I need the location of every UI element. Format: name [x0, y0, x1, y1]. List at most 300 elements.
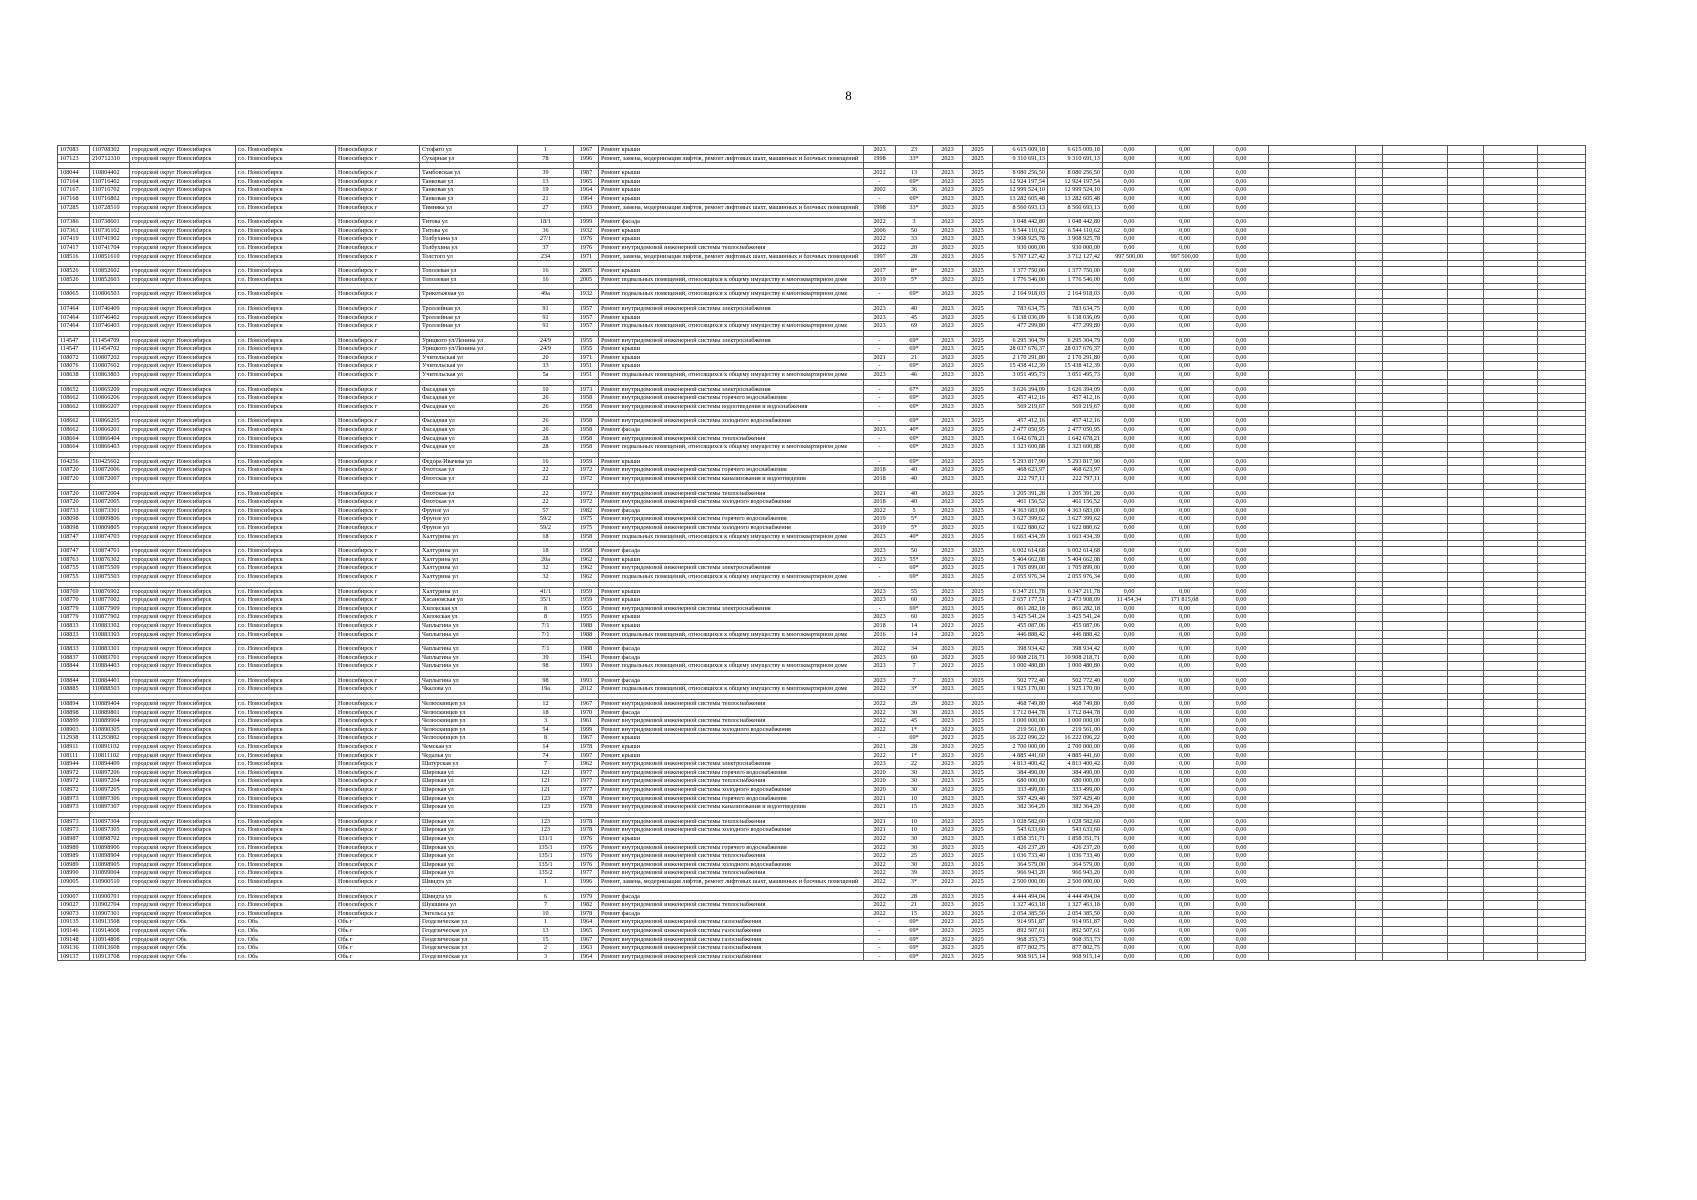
empty-cell [1356, 803, 1383, 812]
empty-cell [1383, 457, 1448, 466]
table-cell: городской округ Новосибирск [130, 817, 236, 826]
table-cell: 0,00 [1156, 685, 1214, 694]
table-row [58, 146, 1586, 155]
table-cell: 0,00 [1103, 817, 1156, 826]
table-cell: 22 [518, 466, 574, 475]
table-cell: Флотская ул [420, 498, 518, 507]
table-cell: 2025 [963, 186, 993, 195]
table-cell: 69* [896, 604, 933, 613]
table-cell: Новосибирск г [336, 843, 420, 852]
empty-cell [1383, 834, 1448, 843]
empty-cell [1269, 877, 1356, 886]
empty-cell [1538, 700, 1586, 709]
table-cell: 14 [518, 743, 574, 752]
empty-cell [1448, 572, 1484, 581]
table-cell: 0,00 [1214, 786, 1269, 795]
table-cell: городской округ Новосибирск [130, 751, 236, 760]
empty-cell [1484, 267, 1538, 276]
table-cell: г.о. Новосибирск [236, 353, 336, 362]
table-row [58, 506, 1586, 515]
table-cell: Ремонт крыши [599, 177, 864, 186]
table-cell: городской округ Новосибирск [130, 498, 236, 507]
table-cell: Новосибирск г [336, 869, 420, 878]
empty-cell [1484, 794, 1538, 803]
empty-cell [1356, 313, 1383, 322]
table-cell: городской округ Новосибирск [130, 768, 236, 777]
table-cell: 2023 [933, 353, 963, 362]
table-cell: 0,00 [1156, 843, 1214, 852]
table-cell: 28 [518, 434, 574, 443]
empty-cell [1383, 768, 1448, 777]
table-cell: 108720 [58, 466, 90, 475]
empty-cell [1538, 717, 1586, 726]
empty-cell [1356, 645, 1383, 654]
empty-cell [1356, 457, 1383, 466]
table-cell: 457 412,16 [1048, 417, 1103, 426]
table-cell: 69* [896, 417, 933, 426]
table-cell: 0,00 [1103, 909, 1156, 918]
table-cell: 1957 [574, 322, 599, 331]
empty-cell [1484, 725, 1538, 734]
table-cell: 2023 [933, 760, 963, 769]
table-cell: 2025 [963, 653, 993, 662]
table-cell: Ремонт крыши [599, 751, 864, 760]
table-cell: 2023 [933, 613, 963, 622]
table-cell: 108720 [58, 498, 90, 507]
table-cell: 15 [896, 803, 933, 812]
empty-cell [1484, 901, 1538, 910]
empty-cell [1448, 630, 1484, 639]
table-cell: 502 772,40 [993, 676, 1048, 685]
table-cell: 36 [518, 226, 574, 235]
empty-cell [1356, 532, 1383, 541]
empty-cell [1383, 935, 1448, 944]
empty-cell [1383, 596, 1448, 605]
table-cell: 1979 [574, 892, 599, 901]
table-cell: 1955 [574, 604, 599, 613]
table-cell: 27 [518, 203, 574, 212]
table-cell: 0,00 [1214, 475, 1269, 484]
table-cell: 1963 [574, 944, 599, 953]
table-cell: 1 925 170,00 [1048, 685, 1103, 694]
table-cell: 0,00 [1214, 235, 1269, 244]
empty-cell [1484, 194, 1538, 203]
table-cell: городской округ Новосибирск [130, 362, 236, 371]
table-cell: 2025 [963, 596, 993, 605]
empty-cell [1356, 708, 1383, 717]
table-cell: 110872006 [90, 466, 130, 475]
table-cell: 30 [896, 834, 933, 843]
table-cell: г.о. Новосибирск [236, 826, 336, 835]
table-cell: 477 299,80 [1048, 322, 1103, 331]
table-cell: 0,00 [1214, 146, 1269, 155]
empty-cell [1383, 909, 1448, 918]
table-cell: 2023 [933, 751, 963, 760]
table-cell: 2025 [963, 817, 993, 826]
empty-cell [1356, 169, 1383, 178]
table-cell: 1958 [574, 402, 599, 411]
table-cell: г.о. Новосибирск [236, 852, 336, 861]
table-cell: Чедалья ул [420, 751, 518, 760]
empty-cell [1538, 169, 1586, 178]
empty-cell [1383, 676, 1448, 685]
empty-cell [1484, 226, 1538, 235]
table-cell: 2025 [963, 394, 993, 403]
table-cell: 2022 [864, 834, 896, 843]
table-cell: 2 657 177,51 [993, 596, 1048, 605]
table-cell: 2023 [933, 290, 963, 299]
empty-cell [1484, 826, 1538, 835]
table-cell: 0,00 [1156, 653, 1214, 662]
table-cell: 110804402 [90, 169, 130, 178]
table-cell: 108770 [58, 596, 90, 605]
empty-cell [1269, 892, 1356, 901]
table-cell: 108903 [58, 725, 90, 734]
empty-cell [1448, 852, 1484, 861]
table-cell: 4 363 683,00 [1048, 506, 1103, 515]
table-cell: 3 051 495,73 [1048, 371, 1103, 380]
table-cell: 1976 [574, 235, 599, 244]
empty-cell [1448, 466, 1484, 475]
table-cell: Новосибирск г [336, 826, 420, 835]
table-cell: 108065 [58, 290, 90, 299]
table-cell: 0,00 [1214, 194, 1269, 203]
empty-cell [1484, 417, 1538, 426]
empty-cell [1538, 794, 1586, 803]
table-cell: 2023 [933, 662, 963, 671]
table-cell: Новосибирск г [336, 434, 420, 443]
table-cell: 569 219,67 [1048, 402, 1103, 411]
empty-cell [1356, 194, 1383, 203]
empty-cell [1383, 203, 1448, 212]
empty-cell [1448, 725, 1484, 734]
table-cell: 2023 [864, 322, 896, 331]
table-cell: Новосибирск г [336, 402, 420, 411]
table-cell: 32 [518, 564, 574, 573]
empty-cell [1484, 909, 1538, 918]
table-cell: г.о. Обь [236, 952, 336, 961]
table-cell: 2019 [864, 275, 896, 284]
table-cell: 0,00 [1103, 169, 1156, 178]
table-cell: 110913508 [90, 918, 130, 927]
empty-cell [1383, 926, 1448, 935]
table-cell: 24/9 [518, 336, 574, 345]
table-cell: 110883302 [90, 621, 130, 630]
table-cell: городской округ Новосибирск [130, 426, 236, 435]
table-cell: г.о. Новосибирск [236, 385, 336, 394]
empty-cell [1356, 717, 1383, 726]
table-row [58, 743, 1586, 752]
empty-cell [1538, 203, 1586, 212]
table-cell: городской округ Новосибирск [130, 523, 236, 532]
table-cell: 55* [896, 555, 933, 564]
table-cell: 108763 [58, 555, 90, 564]
table-cell: 108972 [58, 786, 90, 795]
empty-cell [1356, 426, 1383, 435]
table-cell: 5* [896, 275, 933, 284]
table-cell: Новосибирск г [336, 803, 420, 812]
table-cell: 2023 [933, 475, 963, 484]
table-cell: 69* [896, 290, 933, 299]
table-cell: 7 [896, 676, 933, 685]
table-cell: 1982 [574, 901, 599, 910]
empty-cell [1383, 304, 1448, 313]
table-cell: 2023 [864, 371, 896, 380]
table-cell: 0,00 [1156, 336, 1214, 345]
table-cell: 2025 [963, 751, 993, 760]
empty-cell [1538, 555, 1586, 564]
table-cell: городской округ Новосибирск [130, 169, 236, 178]
table-cell: 20 [896, 243, 933, 252]
table-cell: 0,00 [1214, 909, 1269, 918]
table-cell: - [864, 952, 896, 961]
table-cell: Ремонт подвальных помещений, относящихся к общему имуществу в многоквартирном доме [599, 371, 864, 380]
table-cell: Тимняка ул [420, 203, 518, 212]
table-row [58, 275, 1586, 284]
table-cell: 0,00 [1156, 852, 1214, 861]
empty-cell [1448, 322, 1484, 331]
table-row [58, 443, 1586, 452]
table-cell: 121 [518, 786, 574, 795]
table-cell: 2022 [864, 218, 896, 227]
table-cell: 0,00 [1214, 402, 1269, 411]
table-cell: 1962 [574, 555, 599, 564]
table-cell: Ремонт фасада [599, 506, 864, 515]
table-cell: 2021 [864, 826, 896, 835]
table-cell: 2025 [963, 786, 993, 795]
table-cell: Новосибирск г [336, 218, 420, 227]
table-cell: 110746402 [90, 313, 130, 322]
table-cell: Новосибирск г [336, 353, 420, 362]
table-cell: 2022 [864, 901, 896, 910]
empty-cell [1383, 621, 1448, 630]
table-cell: 219 561,00 [993, 725, 1048, 734]
empty-cell [1448, 676, 1484, 685]
table-cell: 1 000 000,00 [1048, 717, 1103, 726]
table-cell: Ремонт внутридомовой инженерной системы горячего водоснабжения [599, 794, 864, 803]
table-cell: 0,00 [1214, 662, 1269, 671]
table-cell: Новосибирск г [336, 203, 420, 212]
table-cell: 2 054 385,50 [993, 909, 1048, 918]
table-cell: 1 000 000,00 [993, 717, 1048, 726]
table-cell: 108720 [58, 489, 90, 498]
table-cell: 2025 [963, 794, 993, 803]
table-cell: 110898905 [90, 860, 130, 869]
table-cell: 0,00 [1214, 154, 1269, 163]
table-cell: 0,00 [1156, 186, 1214, 195]
empty-cell [1448, 177, 1484, 186]
table-cell: 2023 [933, 952, 963, 961]
empty-cell [1448, 803, 1484, 812]
table-cell: Ремонт фасада [599, 708, 864, 717]
table-cell: Ремонт фасада [599, 676, 864, 685]
table-cell: 110902704 [90, 901, 130, 910]
table-cell: 1941 [574, 653, 599, 662]
table-cell: Халтурина ул [420, 572, 518, 581]
table-cell: 7 [896, 662, 933, 671]
table-cell: 0,00 [1156, 235, 1214, 244]
table-cell: 1967 [574, 146, 599, 155]
table-cell: 49а [518, 290, 574, 299]
empty-cell [1538, 743, 1586, 752]
table-cell: 3 627 399,62 [993, 515, 1048, 524]
table-cell: Челюскинцев ул [420, 700, 518, 709]
empty-cell [1538, 506, 1586, 515]
table-cell: 110889904 [90, 717, 130, 726]
table-cell: 69* [896, 194, 933, 203]
table-cell: городской округ Новосибирск [130, 394, 236, 403]
table-cell: 930 000,00 [993, 243, 1048, 252]
table-cell: 110866206 [90, 394, 130, 403]
table-cell: 2 164 918,03 [1048, 290, 1103, 299]
table-cell: г.о. Новосибирск [236, 218, 336, 227]
table-cell: 45 [896, 313, 933, 322]
empty-cell [1484, 700, 1538, 709]
table-cell: 2025 [963, 944, 993, 953]
table-cell: 0,00 [1103, 768, 1156, 777]
table-cell: 2020 [864, 777, 896, 786]
table-row [58, 843, 1586, 852]
table-cell: Ремонт крыши [599, 596, 864, 605]
table-cell: 0,00 [1156, 226, 1214, 235]
table-cell: 2025 [963, 564, 993, 573]
empty-cell [1538, 834, 1586, 843]
empty-cell [1484, 918, 1538, 927]
table-cell: 0,00 [1214, 515, 1269, 524]
table-cell: 0,00 [1156, 515, 1214, 524]
table-cell: - [864, 926, 896, 935]
table-cell: 0,00 [1103, 177, 1156, 186]
table-cell: 2025 [963, 457, 993, 466]
table-cell: 40 [896, 466, 933, 475]
table-cell: Чаплыгина ул [420, 621, 518, 630]
table-cell: 36 [896, 186, 933, 195]
table-cell: 24/9 [518, 345, 574, 354]
table-cell: 0,00 [1103, 604, 1156, 613]
table-cell: Толстого ул [420, 252, 518, 261]
table-cell: - [864, 194, 896, 203]
empty-cell [1383, 725, 1448, 734]
table-cell: Новосибирск г [336, 336, 420, 345]
table-cell: Хасановская ул [420, 596, 518, 605]
empty-cell [1383, 604, 1448, 613]
table-cell: 69* [896, 935, 933, 944]
table-cell: 2025 [963, 345, 993, 354]
table-cell: 8 080 256,50 [993, 169, 1048, 178]
table-cell: городской округ Новосибирск [130, 336, 236, 345]
table-cell: 110897206 [90, 768, 130, 777]
empty-cell [1538, 426, 1586, 435]
empty-cell [1448, 290, 1484, 299]
table-cell: 2025 [963, 852, 993, 861]
empty-cell [1383, 645, 1448, 654]
table-cell: Широкая ул [420, 843, 518, 852]
table-cell: 0,00 [1156, 760, 1214, 769]
table-cell: 0,00 [1103, 402, 1156, 411]
table-cell: 2025 [963, 700, 993, 709]
table-cell: 2023 [933, 918, 963, 927]
table-cell: 23 [896, 146, 933, 155]
table-cell: 2025 [963, 555, 993, 564]
empty-cell [1538, 817, 1586, 826]
table-cell: 0,00 [1103, 794, 1156, 803]
table-row [58, 489, 1586, 498]
table-cell: 30 [896, 777, 933, 786]
empty-cell [1448, 909, 1484, 918]
table-cell: 3 [518, 717, 574, 726]
table-cell: 1 712 844,78 [993, 708, 1048, 717]
table-cell: 107386 [58, 218, 90, 227]
empty-cell [1383, 860, 1448, 869]
table-cell: 110809806 [90, 515, 130, 524]
table-cell: Ремонт внутридомовой инженерной системы горячего водоснабжения [599, 515, 864, 524]
table-cell: 1978 [574, 826, 599, 835]
table-row [58, 290, 1586, 299]
table-cell: 0,00 [1214, 794, 1269, 803]
table-cell: Ремонт фасада [599, 426, 864, 435]
empty-cell [1484, 843, 1538, 852]
table-cell: 110907301 [90, 909, 130, 918]
table-cell: 0,00 [1103, 371, 1156, 380]
table-cell: 2023 [933, 596, 963, 605]
empty-cell [1484, 662, 1538, 671]
table-cell: 2025 [963, 877, 993, 886]
empty-cell [1356, 336, 1383, 345]
table-cell: 1997 [574, 751, 599, 760]
table-cell: 1957 [574, 313, 599, 322]
table-cell: г.о. Новосибирск [236, 345, 336, 354]
empty-cell [1269, 313, 1356, 322]
table-cell: 1993 [574, 662, 599, 671]
empty-cell [1448, 515, 1484, 524]
table-cell: г.о. Новосибирск [236, 443, 336, 452]
table-cell: городской округ Новосибирск [130, 218, 236, 227]
table-cell: 54 [518, 725, 574, 734]
table-cell: 110889801 [90, 708, 130, 717]
table-row [58, 909, 1586, 918]
table-cell: 2023 [933, 926, 963, 935]
table-cell: 2023 [864, 596, 896, 605]
table-cell: 108516 [58, 252, 90, 261]
table-cell: Фрунзе ул [420, 515, 518, 524]
table-cell: 384 490,00 [1048, 768, 1103, 777]
table-cell: 10 [518, 385, 574, 394]
empty-cell [1383, 685, 1448, 694]
table-cell: 0,00 [1156, 313, 1214, 322]
table-cell: 5 [896, 506, 933, 515]
table-cell: 0,00 [1103, 203, 1156, 212]
table-cell: 0,00 [1103, 506, 1156, 515]
table-cell: 0,00 [1156, 489, 1214, 498]
table-cell: Ремонт фасада [599, 653, 864, 662]
table-cell: 59/2 [518, 515, 574, 524]
empty-cell [1356, 604, 1383, 613]
table-cell: Новосибирск г [336, 604, 420, 613]
table-cell: 2006 [864, 226, 896, 235]
table-cell: 1 705 899,00 [1048, 564, 1103, 573]
empty-cell [1269, 371, 1356, 380]
table-cell: 2025 [963, 371, 993, 380]
empty-cell [1538, 218, 1586, 227]
table-cell: Новосибирск г [336, 751, 420, 760]
table-cell: 2023 [864, 555, 896, 564]
table-cell: городской округ Новосибирск [130, 194, 236, 203]
empty-cell [1484, 243, 1538, 252]
table-cell: Челюскинцев ул [420, 708, 518, 717]
table-cell: 110914608 [90, 926, 130, 935]
table-cell: 60 [896, 653, 933, 662]
table-cell: 461 156,52 [993, 498, 1048, 507]
